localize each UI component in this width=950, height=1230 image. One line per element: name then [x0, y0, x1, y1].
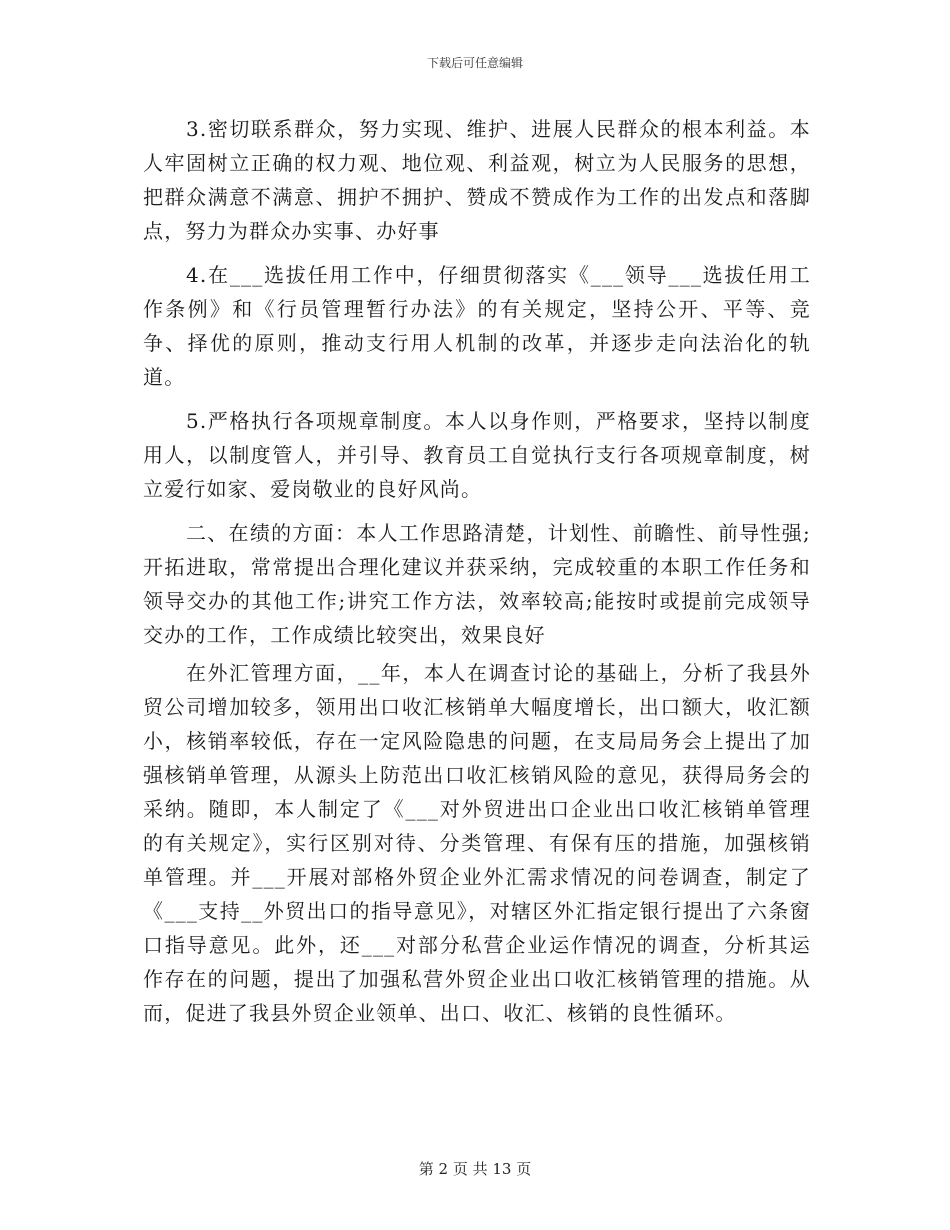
- page-header-note: 下载后可任意编辑: [426, 56, 523, 70]
- paragraph-contact-masses: 3.密切联系群众，努力实现、维护、进展人民群众的根本利益。本人牢固树立正确的权力观、地位观、利益观，树立为人民服务的思想，把群众满意不满意、拥护不拥护、赞成不赞成作为工作的出发点和落脚点，努力为群众办实事、办好事: [143, 117, 811, 243]
- document-body: [143, 112, 811, 1040]
- paragraph-forex-management: 在外汇管理方面，__年，本人在调查讨论的基础上，分析了我县外贸公司增加较多，领用出口收汇核销单大幅度增长，出口额大，收汇额小，核销率较低，存在一定风险隐患的问题，在支局局务会上提出了加强核销单管理，从源头上防范出口收汇核销风险的意见，获得局务会的采纳。随即，本人制定了《___对外贸进出口企业出口收汇核销单管理的有关规定》，实行区别对待、分类管理、有保有压的措施，加强核销单管理。并___开展对部格外贸企业外汇需求情况的问卷调查，制定了《___支持__外贸出口的指导意见》，对辖区外汇指定银行提出了六条窗口指导意见。此外，还___对部分私营企业运作情况的调查，分析其运作存在的问题，提出了加强私营外贸企业出口收汇核销管理的措施。从而，促进了我县外贸企业领单、出口、收汇、核销的良性循环。: [143, 661, 811, 1025]
- page-number: 第 2 页 共 13 页: [418, 1160, 532, 1178]
- paragraph-rules-enforcement: 5.严格执行各项规章制度。本人以身作则，严格要求，坚持以制度用人，以制度管人，并引导、教育员工自觉执行支行各项规章制度，树立爱行如家、爱岗敬业的良好风尚。: [143, 409, 811, 501]
- paragraph-personnel-selection: 4.在___选拔任用工作中，仔细贯彻落实《___领导___选拔任用工作条例》和《行员管理暂行办法》的有关规定，坚持公开、平等、竞争、择优的原则，推动支行用人机制的改革，并逐步走向法治化的轨道。: [143, 263, 811, 389]
- paragraph-performance: 二、在绩的方面：本人工作思路清楚，计划性、前瞻性、前导性强;开拓进取，常常提出合理化建议并获采纳，完成较重的本职工作任务和领导交办的其他工作;讲究工作方法，效率较高;能按时或提前完成领导交办的工作，工作成绩比较突出，效果良好: [143, 521, 811, 647]
